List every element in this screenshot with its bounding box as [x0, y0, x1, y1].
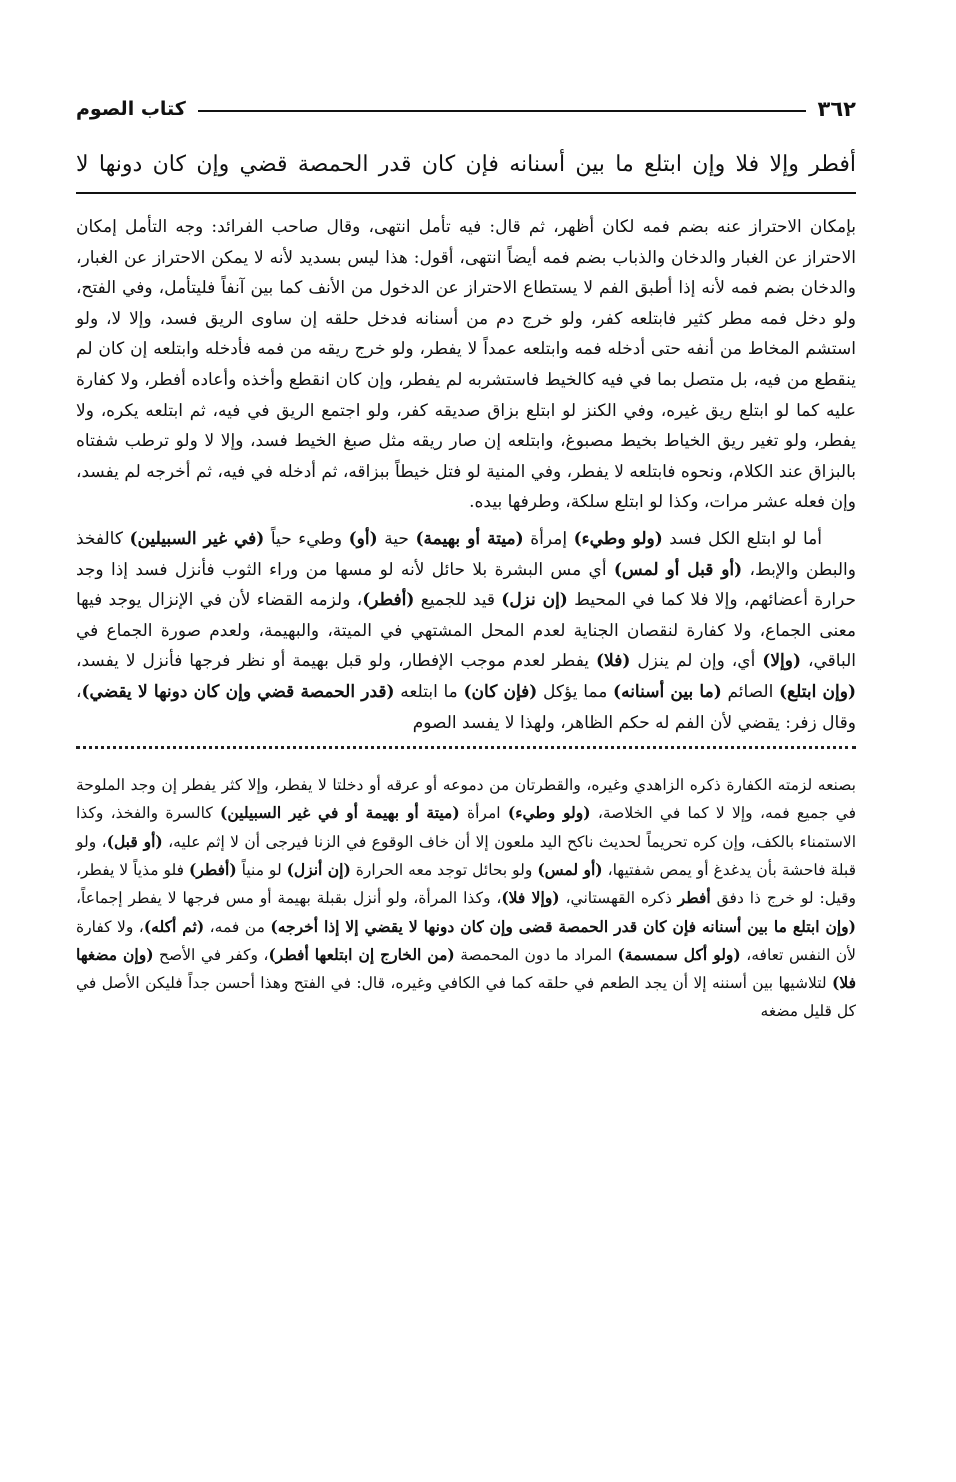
text-run: ، وكفر في الأصح — [153, 945, 269, 964]
running-header — [76, 92, 856, 126]
matn-quote: (ما بين أسنانه) — [613, 681, 722, 702]
matn-quote: (ولو وطيء) — [573, 528, 663, 549]
matn-quote: (في غير السبيلين) — [129, 528, 265, 549]
text-run: ذكره القهستاني، — [559, 889, 678, 908]
text-run: ما ابتلعه — [394, 681, 464, 702]
text-run: يفطر لعدم موجب الإفطار، ولو قبل بهيمة أو نظر فرجها فأنزل لا يفسد، — [76, 651, 597, 672]
text-run: ولو بحائل توجد معه الحرارة — [350, 860, 538, 879]
text-run: ، وقال زفر: يقضي لأن الفم له حكم الظاهر، ولهذا لا يفسد الصوم — [76, 681, 856, 733]
text-run: وطيء حياً — [264, 528, 349, 549]
matn-quote: (وإن مضغها فلا) — [76, 944, 856, 993]
commentary-paragraph-1: بإمكان الاحتراز عنه بضم فمه لكان أظهر، ثم قال: فيه تأمل انتهى، وقال صاحب الفرائد: وجه التأمل إمكان الاحتراز عن الغبار والدخان والذباب بضم فمه أيضاً انتهى، أقول: هذا ليس بسديد لأنه لا يمكن الاحتراز عن الغبار، والدخان بضم فمه لأنه إذا أطبق الفم لا يستطاع الاحتراز عن الدخول من الأنف كما بين آنفاً فليتأمل، وفي الفتح، ولو دخل فمه مطر كثير فابتلعه كفر، ولو خرج دم من أسنانه فدخل حلقه إن ساوى الريق فسد، وإلا لا، ولو استشم المخاط من أنفه حتى أدخله فمه وابتلعه عمداً لا يفطر، ولو خرج ريقه من فمه فأدخله وابتلعه إن كان لم ينقطع من فيه، بل متصل بما في فيه كالخيط فاستشربه لم يفطر، وإن كان انقطع وأخذه وأعاده أفطر، ولا كفارة عليه كما لو ابتلع ريق غيره، وفي الكنز لو ابتلع بزاق صديقه كفر، ولو اجتمع الريق في فيه، ثم ابتلعه يكره، ولا يفطر، ولو تغير ريق الخياط بخيط مصبوغ، وابتلعه إن صار ريقه مثل صبغ الخيط فسد، وإلا لا ولو ترطب شفتاه بالبزاق عند الكلام، ونحوه فابتلعه لا يفطر، وفي المنية لو فتل خيطاً ببزاقه، ثم أدخله في فيه، ثم أخرجه لم يفسد، وإن فعله عشر مرات، وكذا لو ابتلع سلكة، وطرفها بيده. — [76, 217, 856, 513]
text-run: أما لو ابتلع الكل فسد — [662, 528, 822, 549]
matn-quote: (فلا) — [596, 651, 631, 672]
text-run: ، وكذا المرأة، ولو أنزل بقبلة بهيمة أو مس فرجها لا يفطر إجماعاً، — [76, 889, 502, 908]
text-run: ، ولا كفارة لأن النفس تعافه، — [76, 917, 856, 964]
text-run: لتلاشيها بين أسننه إلا أن يجد الطعم في حلقه كما في الكافي وغيره، قال: في الفتح وهذا أحسن جداً فليكن الأصل في كل قليل مضغه — [76, 974, 856, 1021]
matn-quote: أفطر — [677, 888, 711, 908]
matn-quote: (ميتة أو بهيمة أو في غير السبيلين) — [220, 803, 460, 823]
text-run: أي، وإن لم ينزل — [630, 651, 763, 672]
matn-quote: (ولو وطيء) — [507, 803, 591, 823]
matn-quote: (أفطر) — [362, 590, 415, 611]
matn-quote: (ميتة أو بهيمة) — [415, 528, 524, 549]
text-run: بصنعه لزمته الكفارة ذكره الزاهدي وغيره، والقطرتان من دموعه أو عرقه أو دخلتا لا يفطر، وإلا كثر يفطر إن وجد الملوحة في جميع فمه، وإلا لا كما في الخلاصة، — [76, 776, 857, 823]
matn-quote: (وإلا فلا) — [501, 888, 560, 908]
matn-quote: (وإلا) — [762, 651, 802, 672]
matn-quote: (ولو أكل سمسمة) — [617, 944, 741, 964]
matn-quote: (أو قبل) — [106, 831, 163, 851]
footnote-divider — [76, 746, 856, 749]
matn-text: أفطر وإلا فلا وإن ابتلع ما بين أسنانه فإن كان قدر الحمصة قضي وإن كان دونها لا — [76, 152, 856, 177]
matn-quote: (ثم أكله) — [143, 916, 205, 936]
text-run: إمرأة — [523, 528, 574, 549]
text-run: الصائم — [721, 681, 780, 702]
matn-quote: (أو لمس) — [537, 859, 603, 879]
text-run: كالفخذ والبطن والإبط، — [76, 528, 856, 580]
matn-quote: (فإن كان) — [463, 681, 538, 702]
matn-quote: (أو) — [348, 528, 378, 549]
matn-quote: (وإن ابتلع) — [779, 681, 857, 702]
matn-quote: (من الخارج إن ابتلعها أفطر) — [268, 944, 455, 964]
text-run: لو منياً — [236, 860, 287, 879]
text-run: فلو مذياً لا يفطر، وقيل: لو خرج ذا دفق — [76, 860, 856, 908]
text-run: أي مس البشرة بلا حائل لأنه لو مسها من وراء الثوب فأنزل فسد إذا وجد حرارة أعضائهم، وإلا فلا كما في المحيط — [76, 559, 856, 611]
text-run: كالسرة والفخذ، وكذا الاستمناء بالكف، وإن كره تحريماً لحديث ناكح اليد ملعون إلا أن خاف الوقوع في الزنا فيرجى أن لا إثم عليه، — [76, 804, 856, 851]
matn-quote: (إن أنزل) — [286, 859, 351, 879]
book-title: كتاب الصوم — [76, 98, 186, 120]
matn-divider — [76, 192, 856, 194]
document-page — [76, 92, 856, 1026]
text-run: من فمه، — [204, 917, 271, 936]
text-run: حية — [377, 528, 416, 549]
matn-quote: (إن نزل) — [501, 590, 568, 611]
text-run: ، ولزمه القضاء لأن في الإنزال يوجد فيها معنى الجماع، ولا كفارة لنقصان الجناية لعدم المحل المشتهي في الميتة، والبهيمة، ولعدم صورة الجماع في الباقي، — [76, 590, 856, 672]
text-run: ، ولو قبلة فاحشة بأن يدغدغ أو يمص شفتيها، — [76, 832, 857, 879]
text-run: مما يؤكل — [537, 681, 614, 702]
footnote-text — [76, 771, 856, 1026]
commentary-paragraph-2 — [76, 524, 856, 738]
page-number: ٣٦٢ — [817, 97, 856, 121]
text-run: قيد للجميع — [414, 590, 502, 611]
text-run: امرأة — [459, 804, 508, 823]
commentary-text — [76, 212, 856, 738]
matn-quote: (أفطر) — [189, 859, 237, 879]
matn-quote: (وإن ابتلع ما بين أسنانه فإن كان قدر الحمصة قضى وإن كان دونها لا يقضي إلا إذا أخرجه) — [270, 916, 856, 936]
header-rule — [198, 110, 806, 112]
text-run: المراد ما دون المحمصة — [454, 945, 618, 964]
matn-quote: (أو قبل أو لمس) — [613, 559, 743, 580]
footnote-paragraph — [76, 771, 856, 1026]
matn-quote: (قدر الحمصة قضي وإن كان دونها لا يقضي) — [81, 681, 395, 702]
